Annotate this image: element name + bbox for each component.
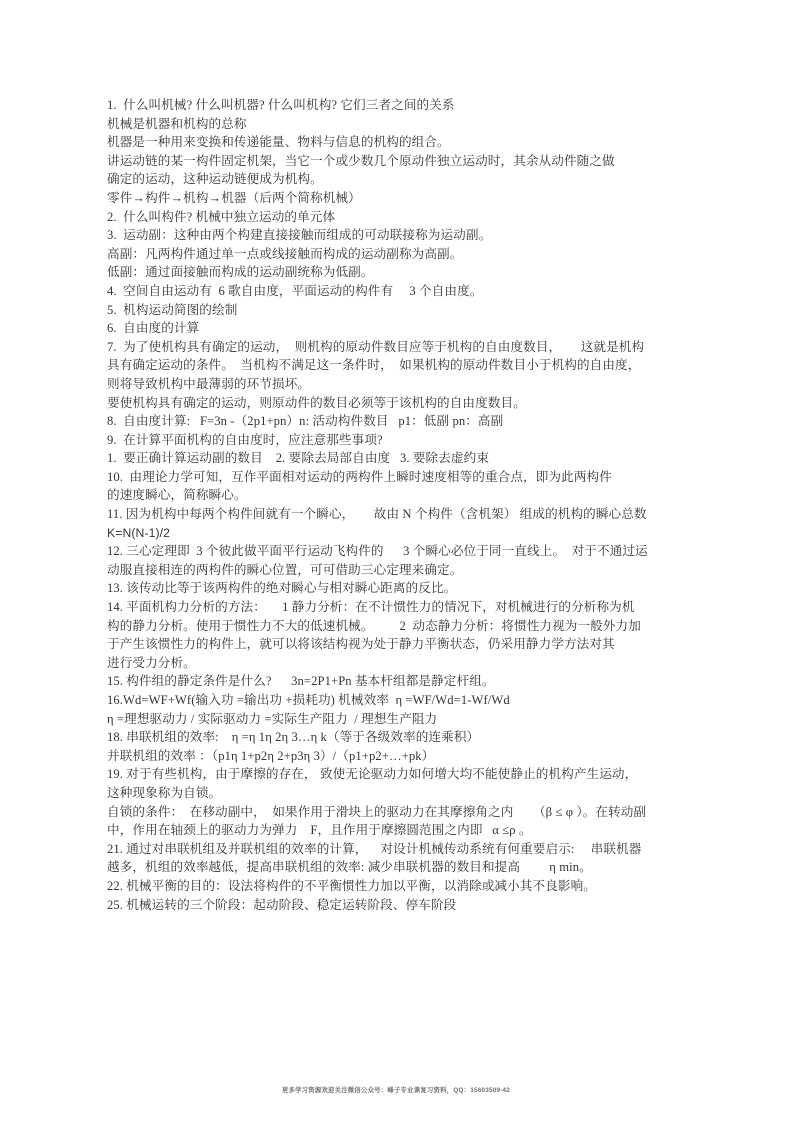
- document-body: [107, 96, 685, 914]
- text-line: 于产生该惯性力的构件上，就可以将该结构视为处于静力平衡状态，仍采用静力学方法对其: [107, 637, 615, 652]
- text-line: 讲运动链的某一构件固定机架，当它一个或少数几个原动件独立运动时，其余从动件随之做: [107, 153, 615, 168]
- text-line: 则将导致机构中最薄弱的环节损坏。: [107, 376, 311, 391]
- text-line: 越多，机组的效率越低，提高串联机组的效率: 减少串联机器的数目和提高 η min。: [107, 860, 592, 875]
- text-line: 进行受力分析。: [107, 655, 196, 670]
- text-line: 22. 机械平衡的目的：设法将构件的不平衡惯性力加以平衡，以消除或减小其不良影响。: [107, 878, 596, 893]
- text-line: 1. 什么叫机械? 什么叫机器? 什么叫机构? 它们三者之间的关系: [107, 98, 455, 112]
- text-line: 机械是机器和机构的总称: [107, 116, 247, 131]
- text-line: 11. 因为机构中每两个构件间就有一个瞬心， 故由 N 个构件（含机架） 组成的机构的瞬心总数: [107, 507, 647, 522]
- text-line: 4. 空间自由运动有 6 歌自由度，平面运动的构件有 3 个自由度。: [107, 283, 483, 298]
- text-line: 10. 由理论力学可知，互作平面相对运动的两构件上瞬时速度相等的重合点，即为此两构件: [107, 469, 612, 484]
- text-line: 要使机构具有确定的运动，则原动件的数目必须等于该机构的自由度数目。: [107, 395, 526, 410]
- text-line: 18. 串联机组的效率: η =η 1η 2η 3…η k（等于各级效率的连乘积）: [107, 730, 480, 745]
- page-footer: 更多学习资源欢迎关注微信公众号：峰子专业课复习资料，QQ：15603509-42: [281, 1087, 511, 1094]
- text-line: 2. 什么叫构件? 机械中独立运动的单元体: [107, 209, 336, 224]
- text-line: 25. 机械运转的三个阶段：起动阶段、稳定运转阶段、停车阶段: [107, 897, 457, 912]
- text-line: 8. 自由度计算: F=3n -（2p1+pn）n: 活动构件数目 p1：低副 pn：高副: [107, 414, 504, 429]
- text-line: 零件→构件→机构→机器（后两个简称机械）: [107, 190, 361, 205]
- text-line: 5. 机构运动简图的绘制: [107, 302, 238, 317]
- text-line: 6. 自由度的计算: [107, 321, 200, 336]
- text-line: 的速度瞬心，简称瞬心。: [107, 488, 247, 503]
- text-line: 9. 在计算平面机构的自由度时，应注意那些事项?: [107, 432, 383, 447]
- text-line: η =理想驱动力 / 实际驱动力 =实际生产阻力 / 理想生产阻力: [107, 711, 438, 726]
- text-line: 高副：凡两构件通过单一点或线接触而构成的运动副称为高副。: [107, 246, 463, 261]
- text-line: 自锁的条件： 在移动副中， 如果作用于滑块上的驱动力在其摩擦角之内 （β ≤ φ ）。在转动副: [107, 804, 647, 819]
- text-line: 15. 构件组的静定条件是什么? 3n=2P1+Pn 基本杆组都是静定杆组。: [107, 674, 495, 689]
- text-line: 并联机组的效率 ：（p1η 1+p2η 2+p3η 3）/（p1+p2+…+pk）: [107, 748, 435, 763]
- text-line: 具有确定运动的条件。 当机构不满足这一条件时， 如果机构的原动件数目小于机构的自由度，: [107, 358, 641, 373]
- text-line: 1. 要正确计算运动副的数目 2. 要除去局部自由度 3. 要除去虚约束: [107, 451, 490, 466]
- text-line: 14. 平面机构力分析的方法： 1 静力分析：在不计惯性力的情况下，对机械进行的分析称为机: [107, 600, 635, 615]
- text-line: 16.Wd=WF+Wf(输入功 =输出功 +损耗功) 机械效率 η =WF/Wd=1-Wf/Wd: [107, 693, 510, 707]
- text-line: 21. 通过对串联机组及并联机组的效率的计算， 对设计机械传动系统有何重要启示: 串联机器: [107, 841, 642, 856]
- text-line: 13. 该传动比等于该两构件的绝对瞬心与相对瞬心距离的反比。: [107, 581, 457, 596]
- text-line: 动服直接相连的两构件的瞬心位置，可可借助三心定理来确定。: [107, 562, 463, 577]
- text-line: 确定的运动，这种运动链便成为机构。: [107, 172, 323, 187]
- text-line: 这种现象称为自锁。: [107, 785, 222, 800]
- text-line: 19. 对于有些机构，由于摩擦的存在， 致使无论驱动力如何增大均不能使静止的机构产生运动，: [107, 767, 638, 782]
- text-line: 7. 为了使机构具有确定的运动， 则机构的原动件数目应等于机构的自由度数目， 这就是机构: [107, 339, 645, 354]
- text-line: 12. 三心定理即 3 个彼此做平面平行运动飞构件的 3 个瞬心必位于同一直线上。 对于不通过运: [107, 544, 648, 559]
- text-line: 机器是一种用来变换和传递能量、物料与信息的机构的组合。: [107, 135, 450, 150]
- text-line: 中，作用在轴颈上的驱动力为弹力 F，且作用于摩擦圆范围之内即 α ≤ρ 。: [107, 823, 532, 838]
- text-line: K=N(N-1)/2: [107, 525, 170, 540]
- text-line: 低副：通过面接触而构成的运动副统称为低副。: [107, 265, 374, 280]
- text-line: 3. 运动副：这种由两个构建直接接触而组成的可动联接称为运动副。: [107, 228, 492, 243]
- text-line: 构的静力分析。使用于惯性力不大的低速机械。 2 动态静力分析：将惯性力视为一般外力加: [107, 618, 641, 633]
